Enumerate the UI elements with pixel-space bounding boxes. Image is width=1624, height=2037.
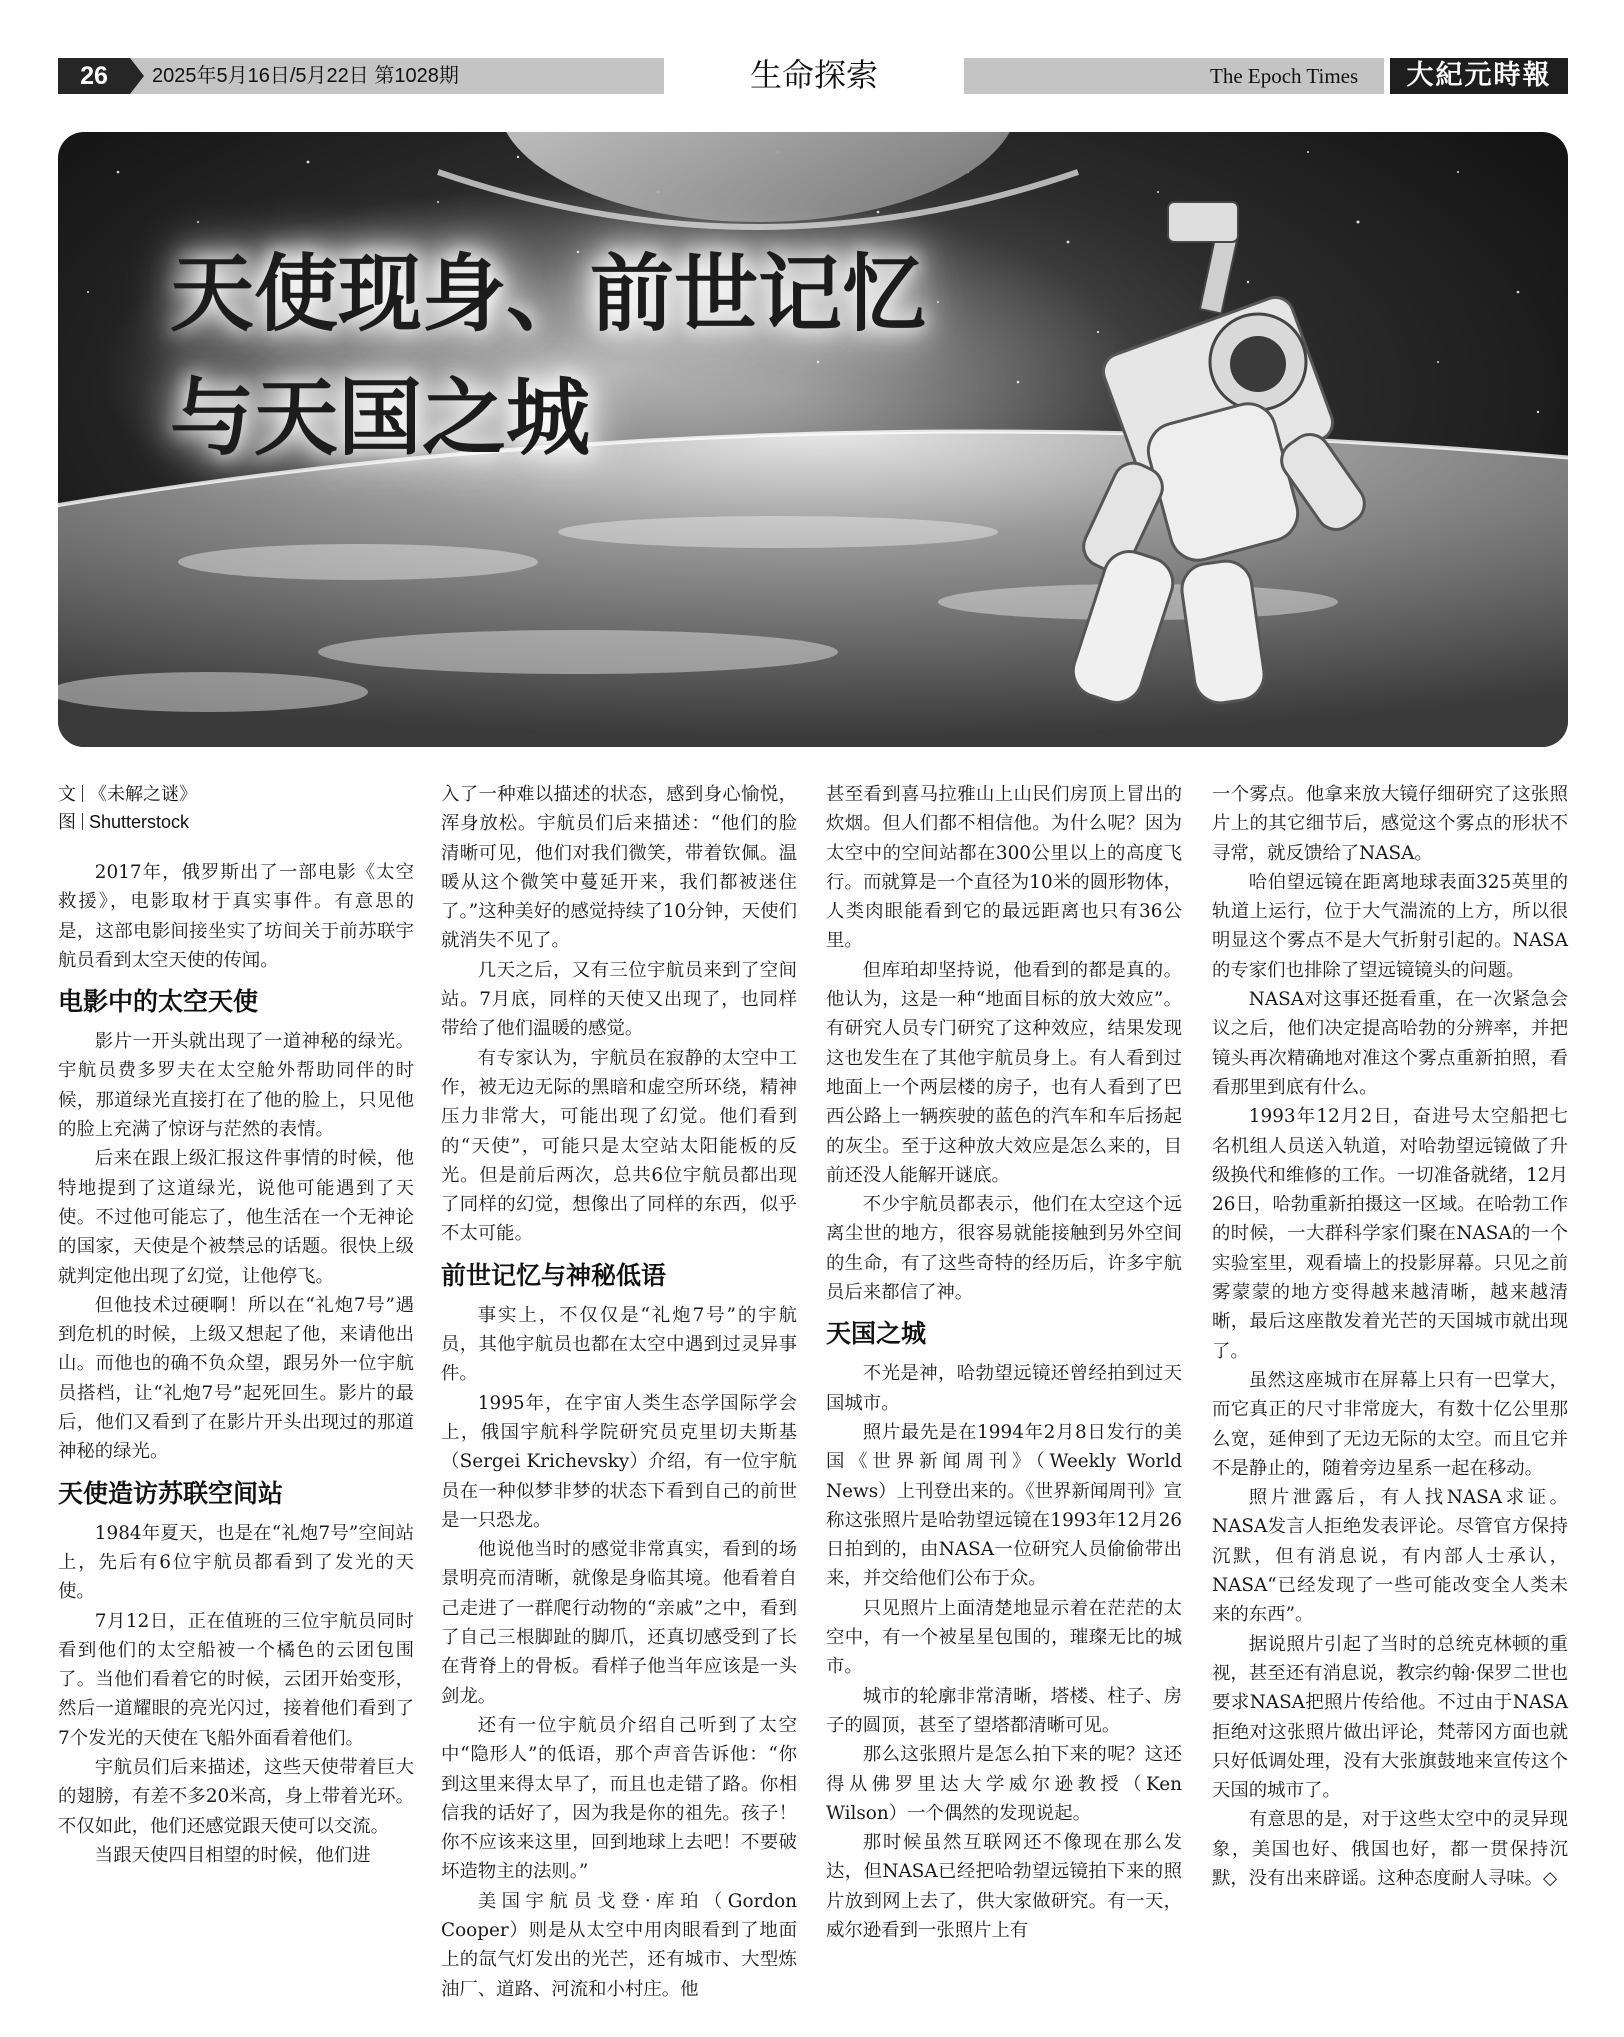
paragraph: 1993年12月2日，奋进号太空船把七名机组人员送入轨道，对哈勃望远镜做了升级换代和维修的工作。一切准备就绪，12月26日，哈勃重新拍摄这一区域。在哈勃工作的时候，一大群科学家们聚在NASA的一个实验室里，观看墙上的投影屏幕。只见之前雾蒙蒙的地方变得越来越清晰，越来越清晰，最后这座散发着光芒的天国城市就出现了。 (1212, 1106, 1568, 1362)
author-credit (58, 780, 414, 808)
article-column-4 (1212, 780, 1568, 1893)
hero-image (58, 132, 1568, 747)
paragraph: 1995年，在宇宙人类生态学国际学会上，俄国宇航科学院研究员克里切夫斯基（Sergei Krichevsky）介绍，有一位宇航员在一种似梦非梦的状态下看到自己的前世是一只恐龙。 (441, 1392, 797, 1531)
paragraph: 但库珀却坚持说，他看到的都是真的。他认为，这是一种“地面目标的放大效应”。有研究人员专门研究了这种效应，结果发现这也发生在了其他宇航员身上。有人看到过地面上一个两层楼的房子，也有人看到了巴西公路上一辆疾驶的蓝色的汽车和车后扬起的灰尘。至于这种放大效应是怎么来的，目前还没人能解开谜底。 (826, 959, 1182, 1186)
author-name: 《未解之谜》 (89, 784, 197, 804)
paragraph: 影片一开头就出现了一道神秘的绿光。宇航员费多罗夫在太空舱外帮助同伴的时候，那道绿光直接打在了他的脸上，只见他的脸上充满了惊讶与茫然的表情。 (58, 1031, 414, 1141)
paragraph: 美国宇航员戈登·库珀（Gordon Cooper）则是从太空中用肉眼看到了地面上的氙气灯发出的光芒，还有城市、大型炼油厂、道路、河流和小村庄。他 (441, 1890, 797, 2000)
paragraph: 入了一种难以描述的状态，感到身心愉悦，浑身放松。宇航员们后来描述：“他们的脸清晰可见，他们对我们微笑，带着钦佩。温暖从这个微笑中蔓延开来，我们都被迷住了。”这种美好的感觉持续了10分钟，天使们就消失不见了。 (441, 784, 797, 952)
paragraph: 几天之后，又有三位宇航员来到了空间站。7月底，同样的天使又出现了，也同样带给了他们温暖的感觉。 (441, 959, 797, 1040)
page-number-arrow (130, 58, 144, 94)
section-title: 生命探索 (749, 56, 878, 94)
paragraph: 他说他当时的感觉非常真实，看到的场景明亮而清晰，就像是身临其境。他看着自己走进了一群爬行动物的“亲戚”之中，看到了自己三根脚趾的脚爪，还真切感受到了长在背脊上的骨板。看样子他当年应该是一头剑龙。 (441, 1539, 797, 1707)
headline-line-1: 天使现身、前世记忆 (170, 245, 927, 343)
article-column-1 (58, 780, 414, 1870)
paragraph: 虽然这座城市在屏幕上只有一巴掌大，而它真正的尺寸非常庞大，有数十亿公里那么宽，延伸到了无边无际的太空。而且它并不是静止的，随着旁边星系一起在移动。 (1212, 1369, 1568, 1479)
credit-divider (82, 813, 83, 830)
paragraph: 事实上，不仅仅是“礼炮7号”的宇航员，其他宇航员也都在太空中遇到过灵异事件。 (441, 1304, 797, 1385)
paragraph: 城市的轮廓非常清晰，塔楼、柱子、房子的圆顶，甚至了望塔都清晰可见。 (826, 1685, 1182, 1736)
paragraph: NASA对这事还挺看重，在一次紧急会议之后，他们决定提高哈勃的分辨率，并把镜头再次精确地对准这个雾点重新拍照，看看那里到底有什么。 (1212, 989, 1568, 1098)
credit-divider (82, 785, 83, 802)
photo-source: Shutterstock (89, 812, 190, 832)
paragraph: 哈伯望远镜在距离地球表面325英里的轨道上运行，位于大气湍流的上方，所以很明显这个雾点不是大气折射引起的。NASA的专家们也排除了望远镜镜头的问题。 (1212, 871, 1568, 981)
paragraph: 只见照片上面清楚地显示着在茫茫的太空中，有一个被星星包围的，璀璨无比的城市。 (826, 1597, 1182, 1678)
paragraph: 后来在跟上级汇报这件事情的时候，他特地提到了这道绿光，说他可能遇到了天使。不过他可能忘了，他生活在一个无神论的国家，天使是个被禁忌的话题。很快上级就判定他出现了幻觉，让他停飞。 (58, 1148, 414, 1287)
paragraph: 但他技术过硬啊！所以在“礼炮7号”遇到危机的时候，上级又想起了他，来请他出山。而他也的确不负众望，跟另外一位宇航员搭档，让“礼炮7号”起死回生。影片的最后，他们又看到了在影片开头出现过的那道神秘的绿光。 (58, 1294, 414, 1463)
article-headline (170, 232, 926, 480)
paragraph: 当跟天使四目相望的时候，他们进 (94, 1844, 371, 1866)
photo-credit (58, 808, 414, 836)
paragraph: 不光是神，哈勃望远镜还曾经拍到过天国城市。 (826, 1363, 1182, 1414)
paragraph: 一个雾点。他拿来放大镜仔细研究了这张照片上的其它细节后，感觉这个雾点的形状不寻常，就反馈给了NASA。 (1212, 784, 1568, 864)
paragraph: 还有一位宇航员介绍自己听到了太空中“隐形人”的低语，那个声音告诉他：“你到这里来得太早了，而且也走错了路。你相信我的话好了，因为我是你的祖先。孩子！你不应该来这里，回到地球上去吧！不要破坏造物主的法则。” (441, 1714, 797, 1883)
brand-en-logo: The Epoch Times (1210, 64, 1359, 88)
paragraph: 甚至看到喜马拉雅山上山民们房顶上冒出的炊烟。但人们都不相信他。为什么呢？因为太空中的空间站都在300公里以上的高度飞行。而就算是一个直径为10米的圆形物体，人类肉眼能看到它的最远距离也只有36公里。 (826, 784, 1182, 952)
subheading: 天使造访苏联空间站 (58, 1478, 284, 1508)
paragraph: 不少宇航员都表示，他们在太空这个远离尘世的地方，很容易就能接触到另外空间的生命，有了这些奇特的经历后，许多宇航员后来都信了神。 (826, 1194, 1182, 1304)
paragraph: 据说照片引起了当时的总统克林顿的重视，甚至还有消息说，教宗约翰·保罗二世也要求NASA把照片传给他。不过由于NASA拒绝对这张照片做出评论，梵蒂冈方面也就只好低调处理，没有大张旗鼓地来宣传这个天国的城市了。 (1212, 1633, 1568, 1802)
paragraph: 宇航员们后来描述，这些天使带着巨大的翅膀，有差不多20米高，身上带着光环。不仅如此，他们还感觉跟天使可以交流。 (58, 1757, 414, 1837)
page-number: 26 (58, 58, 130, 94)
paragraph: 那么这张照片是怎么拍下来的呢？这还得从佛罗里达大学威尔逊教授（Ken Wilson）一个偶然的发现说起。 (826, 1744, 1182, 1824)
subheading: 天国之城 (826, 1319, 927, 1349)
article-column-3 (826, 780, 1182, 1945)
article-column-2 (441, 780, 797, 2004)
paragraph: 那时候虽然互联网还不像现在那么发达，但NASA已经把哈勃望远镜拍下来的照片放到网上去了，供大家做研究。有一天，威尔逊看到一张照片上有 (826, 1832, 1182, 1941)
paragraph: 7月12日，正在值班的三位宇航员同时看到他们的太空船被一个橘色的云团包围了。当他们看着它的时候，云团开始变形，然后一道耀眼的亮光闪过，接着他们看到了7个发光的天使在飞船外面看着他们。 (58, 1610, 414, 1749)
brand-cn-logo: 大紀元時報 (1390, 58, 1568, 94)
paragraph: 照片泄露后，有人找NASA求证。NASA发言人拒绝发表评论。尽管官方保持沉默，但有消息说，有内部人士承认，NASA“已经发现了一些可能改变全人类未来的东西”。 (1212, 1487, 1568, 1626)
subheading: 前世记忆与神秘低语 (441, 1260, 667, 1290)
photo-label: 图 (58, 812, 76, 832)
paragraph: 有意思的是，对于这些太空中的灵异现象，美国也好、俄国也好，都一贯保持沉默，没有出来辟谣。这种态度耐人寻味。◇ (1212, 1809, 1568, 1889)
issue-date: 2025年5月16日/5月22日 第1028期 (152, 65, 459, 87)
headline-line-2: 与天国之城 (170, 369, 591, 467)
paragraph: 2017年，俄罗斯出了一部电影《太空救援》，电影取材于真实事件。有意思的是，这部电影间接坐实了坊间关于前苏联宇航员看到太空天使的传闻。 (58, 862, 414, 971)
paragraph: 1984年夏天，也是在“礼炮7号”空间站上，先后有6位宇航员都看到了发光的天使。 (58, 1522, 414, 1603)
subheading: 电影中的太空天使 (58, 987, 259, 1017)
paragraph: 照片最先是在1994年2月8日发行的美国《世界新闻周刊》（Weekly World News）上刊登出来的。《世界新闻周刊》宣称这张照片是哈勃望远镜在1993年12月26日拍到的，由NASA一位研究人员偷偷带出来，并交给他们公布于众。 (826, 1421, 1182, 1590)
author-label: 文 (58, 784, 76, 804)
paragraph: 有专家认为，宇航员在寂静的太空中工作，被无边无际的黑暗和虚空所环绕，精神压力非常大，可能出现了幻觉。他们看到的“天使”，可能只是太空站太阳能板的反光。但是前后两次，总共6位宇航员都出现了同样的幻觉，想像出了同样的东西，似乎不太可能。 (441, 1047, 797, 1245)
